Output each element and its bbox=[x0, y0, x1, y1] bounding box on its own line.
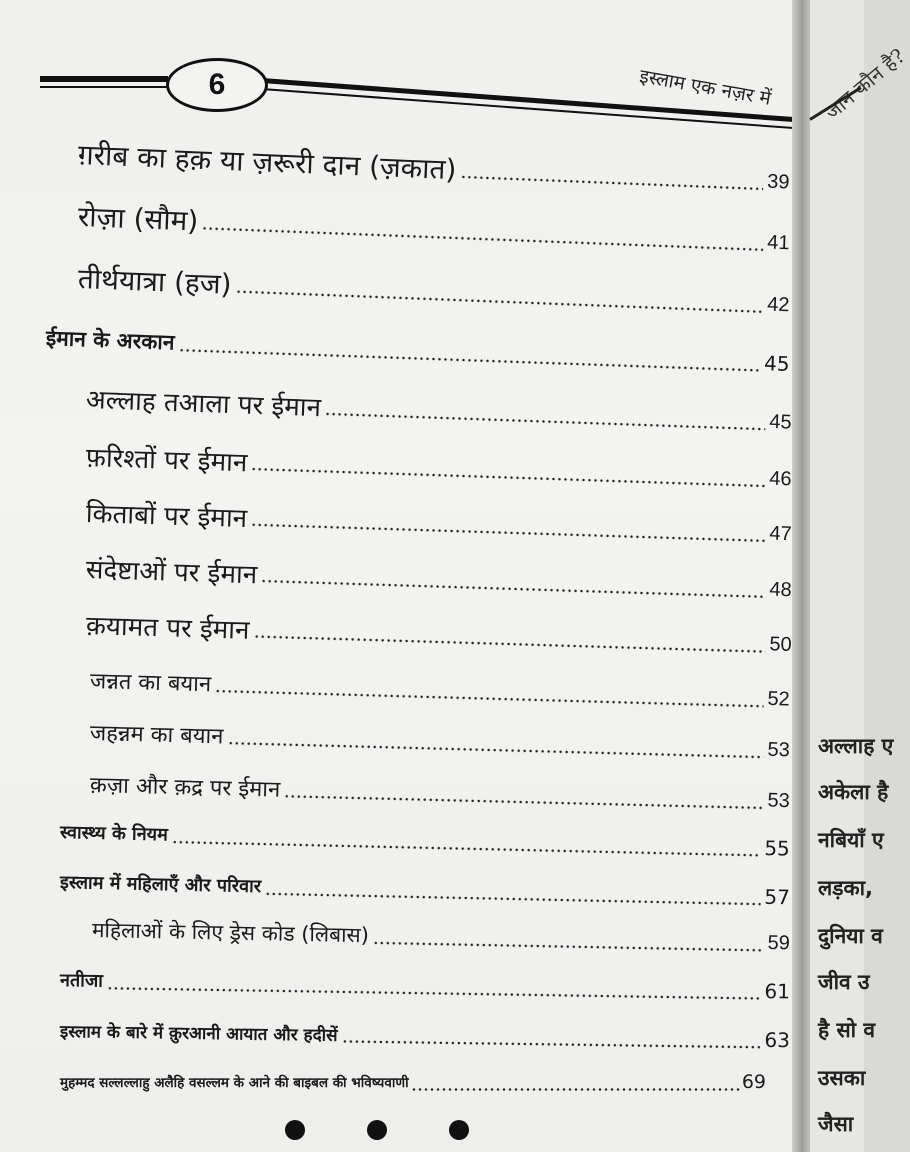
toc-entry-title: किताबों पर ईमान bbox=[85, 499, 248, 535]
toc-section-page: 55 bbox=[764, 835, 791, 861]
toc-entry-title: क़ज़ा और क़द्र पर ईमान bbox=[89, 773, 281, 803]
leader-dots bbox=[284, 794, 763, 809]
bullet-dot bbox=[285, 1120, 305, 1140]
leader-dots bbox=[172, 840, 761, 856]
toc-entry[interactable] bbox=[77, 258, 790, 325]
header-rule-left bbox=[40, 76, 168, 82]
toc-entry[interactable] bbox=[85, 604, 792, 665]
toc-entry-title: ग़रीब का हक़ या ज़रूरी दान (ज़कात) bbox=[77, 138, 458, 187]
toc-entry[interactable] bbox=[85, 492, 792, 554]
page-number: 6 bbox=[166, 58, 268, 112]
toc-section[interactable] bbox=[60, 1010, 790, 1060]
toc-entry-page: 53 bbox=[767, 789, 791, 812]
bullet-dot bbox=[449, 1120, 469, 1140]
facing-page-line: दुनिया व bbox=[818, 924, 883, 948]
toc-section-page: 63 bbox=[764, 1027, 791, 1053]
bullet-dot bbox=[367, 1120, 387, 1140]
facing-page-line: जीव उ bbox=[818, 970, 870, 994]
toc-section-title: इस्लाम के बारे में क़ुरआनी आयात और हदीसें bbox=[59, 1021, 338, 1046]
toc-entry-title: अल्लाह तआला पर ईमान bbox=[85, 385, 322, 424]
leader-dots bbox=[325, 412, 765, 430]
toc-entry[interactable] bbox=[85, 548, 792, 610]
toc-entry[interactable] bbox=[85, 436, 792, 499]
toc-section[interactable] bbox=[45, 318, 790, 384]
running-title: इस्लाम एक नज़र में bbox=[637, 65, 773, 110]
toc-entry-page: 50 bbox=[769, 632, 793, 656]
footer-ornament bbox=[285, 1120, 469, 1140]
facing-page-line: अल्लाह ए bbox=[818, 734, 894, 758]
leader-dots bbox=[373, 941, 764, 952]
toc-section[interactable] bbox=[60, 960, 791, 1011]
toc-entry-page: 45 bbox=[768, 410, 792, 434]
toc-entry-page: 42 bbox=[766, 292, 790, 316]
leader-dots bbox=[215, 689, 763, 707]
leader-dots bbox=[235, 290, 763, 313]
facing-page bbox=[810, 0, 910, 1152]
toc-entry-title: क़यामत पर ईमान bbox=[85, 611, 250, 646]
facing-page-line: उसका bbox=[818, 1066, 866, 1090]
toc-entry-page: 53 bbox=[767, 738, 791, 761]
toc-section-title: स्वास्थ्य के नियम bbox=[59, 822, 169, 846]
toc-entry[interactable] bbox=[85, 378, 792, 443]
toc-section-page: 45 bbox=[763, 351, 790, 376]
toc-entry[interactable] bbox=[77, 134, 790, 203]
toc-section-page: 69 bbox=[741, 1071, 766, 1093]
toc-entry[interactable] bbox=[89, 660, 790, 720]
facing-page-line: है सो व bbox=[818, 1018, 876, 1042]
leader-dots bbox=[251, 467, 765, 487]
leader-dots bbox=[341, 1039, 760, 1048]
toc-section-title: इस्लाम में महिलाएँ और परिवार bbox=[59, 872, 262, 898]
facing-page-line: अकेला है bbox=[818, 780, 889, 804]
toc-section-page: 61 bbox=[764, 979, 791, 1004]
leader-dots bbox=[460, 175, 763, 190]
leader-dots bbox=[227, 741, 763, 758]
toc-section[interactable] bbox=[60, 1062, 766, 1102]
toc-section-title: मुहम्मद सल्लल्लाहु अलैहि वसल्लम के आने की बाइबल की भविष्यवाणी bbox=[60, 1075, 409, 1091]
toc-entry-title: जहन्नम का बयान bbox=[89, 721, 224, 750]
toc-section[interactable] bbox=[60, 812, 791, 869]
toc-section[interactable] bbox=[60, 862, 791, 917]
toc-entry[interactable] bbox=[90, 764, 791, 821]
toc-entry[interactable] bbox=[89, 712, 790, 770]
toc-section-title: ईमान के अरकान bbox=[45, 326, 175, 355]
facing-page-line: लड़का, bbox=[818, 876, 874, 900]
toc-entry-title: महिलाओं के लिए ड्रेस कोड (लिबास) bbox=[91, 918, 370, 948]
toc-entry[interactable] bbox=[77, 196, 790, 263]
toc-entry-page: 52 bbox=[767, 687, 791, 711]
toc-entry-page: 59 bbox=[767, 931, 791, 954]
book-spine bbox=[792, 0, 812, 1152]
toc-entry-page: 47 bbox=[769, 521, 793, 545]
toc-entry-page: 46 bbox=[769, 467, 792, 490]
toc-entry-title: जन्नत का बयान bbox=[89, 669, 212, 698]
leader-dots bbox=[251, 523, 765, 542]
toc-entry-page: 41 bbox=[766, 230, 790, 254]
leader-dots bbox=[261, 579, 765, 598]
toc-entry-title: फ़रिश्तों पर ईमान bbox=[85, 443, 248, 479]
toc-entry[interactable] bbox=[92, 910, 791, 963]
facing-page-line: जैसा bbox=[818, 1112, 854, 1136]
leader-dots bbox=[178, 348, 760, 371]
toc-entry-title: संदेष्टाओं पर ईमान bbox=[85, 555, 258, 591]
toc-entry-title: तीर्थयात्रा (हज) bbox=[77, 262, 233, 301]
toc-section-page: 57 bbox=[764, 884, 791, 910]
toc-section-title: नतीजा bbox=[59, 970, 104, 992]
header-rule-left-thin bbox=[40, 86, 168, 88]
leader-dots bbox=[202, 226, 763, 251]
toc-entry-page: 48 bbox=[769, 577, 793, 601]
leader-dots bbox=[107, 986, 761, 999]
facing-page-header: जान कौन है? bbox=[819, 43, 910, 125]
leader-dots bbox=[253, 634, 765, 652]
toc-entry-title: रोज़ा (सौम) bbox=[77, 200, 199, 238]
toc-entry-page: 39 bbox=[766, 170, 790, 194]
leader-dots bbox=[265, 892, 760, 905]
leader-dots bbox=[411, 1088, 740, 1091]
facing-page-line: नबियाँ ए bbox=[818, 828, 884, 852]
